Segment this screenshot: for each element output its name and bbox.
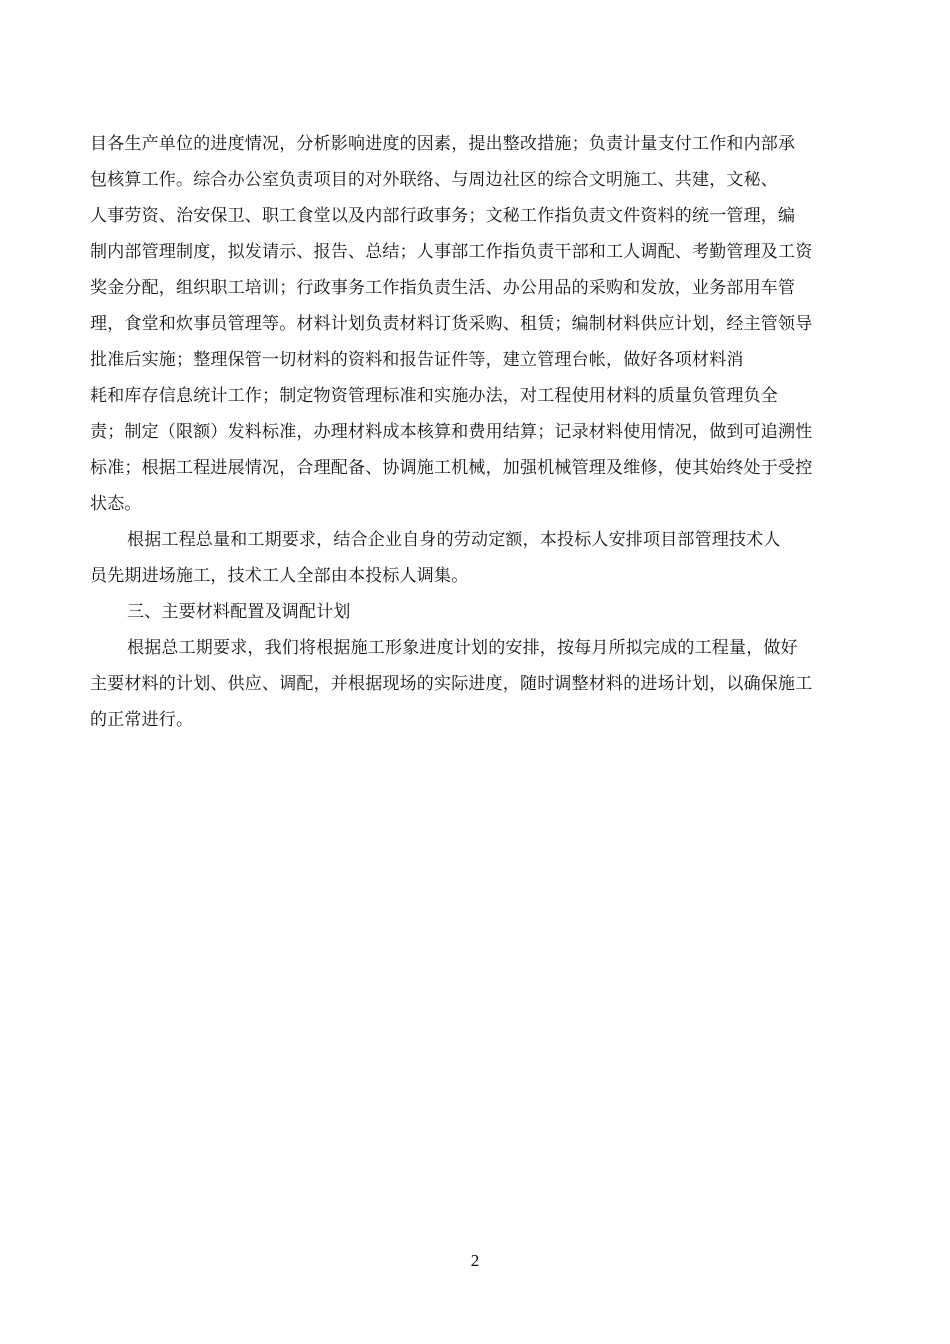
paragraph-3-line-1: 根据总工期要求，我们将根据施工形象进度计划的安排，按每月所拟完成的工程量，做好 xyxy=(127,638,798,658)
text-line-10: 标准；根据工程进展情况，合理配备、协调施工机械，加强机械管理及维修，使其始终处于受控 xyxy=(90,458,813,478)
page-number: 2 xyxy=(470,1251,480,1270)
text-line-7: 批准后实施；整理保管一切材料的资料和报告证件等，建立管理台帐，做好各项材料消 xyxy=(90,350,744,370)
text-line-1: 目各生产单位的进度情况，分析影响进度的因素，提出整改措施；负责计量支付工作和内部承 xyxy=(90,134,796,154)
text-line-9: 责；制定（限额）发料标准，办理材料成本核算和费用结算；记录材料使用情况，做到可追溯性 xyxy=(90,422,813,442)
paragraph-2-line-2: 员先期进场施工，技术工人全部由本投标人调集。 xyxy=(90,566,469,586)
text-line-8: 耗和库存信息统计工作；制定物资管理标准和实施办法，对工程使用材料的质量负管理负全 xyxy=(90,386,778,406)
paragraph-3-line-2: 主要材料的计划、供应、调配，并根据现场的实际进度，随时调整材料的进场计划，以确保施工 xyxy=(90,674,813,694)
section-heading: 三、主要材料配置及调配计划 xyxy=(127,602,351,622)
text-line-3: 人事劳资、治安保卫、职工食堂以及内部行政事务；文秘工作指负责文件资料的统一管理，编 xyxy=(90,206,796,226)
text-line-2: 包核算工作。综合办公室负责项目的对外联络、与周边社区的综合文明施工、共建，文秘、 xyxy=(90,170,778,190)
text-line-11: 状态。 xyxy=(90,494,142,514)
paragraph-2-line-1: 根据工程总量和工期要求，结合企业自身的劳动定额，本投标人安排项目部管理技术人 xyxy=(127,530,781,550)
text-line-4: 制内部管理制度，拟发请示、报告、总结；人事部工作指负责干部和工人调配、考勤管理及工资 xyxy=(90,242,813,262)
text-line-5: 奖金分配，组织职工培训；行政事务工作指负责生活、办公用品的采购和发放，业务部用车管 xyxy=(90,278,796,298)
text-line-6: 理，食堂和炊事员管理等。材料计划负责材料订货采购、租赁；编制材料供应计划，经主管领导 xyxy=(90,314,813,334)
paragraph-3-line-3: 的正常进行。 xyxy=(90,710,194,730)
